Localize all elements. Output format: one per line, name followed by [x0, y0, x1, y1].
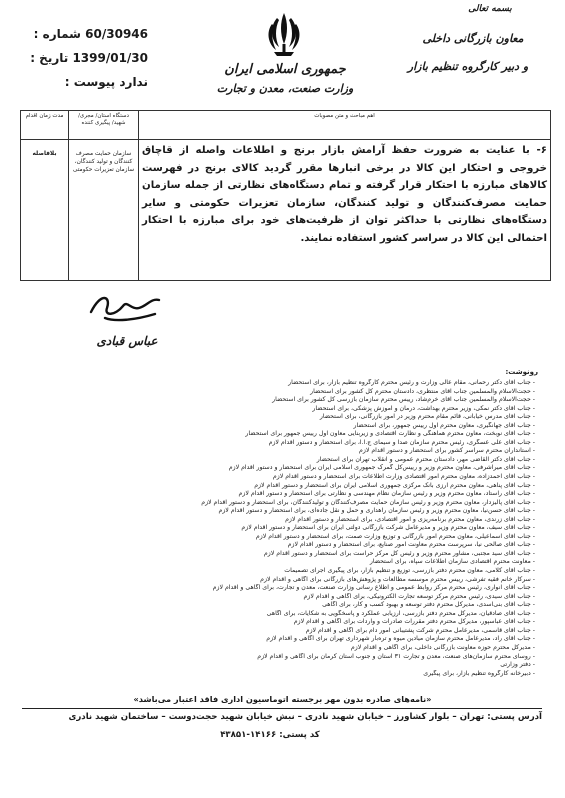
- row-agency: سازمان حمایت مصرف کنندگان و تولید کنندگان، سازمان تعزیرات حکومتی: [69, 140, 139, 281]
- resolution-table: [20, 110, 551, 281]
- letter-date: [28, 51, 148, 65]
- cc-list-item: - جناب آقای احمدزاده، معاون محترم امور اقتصادی وزارت اطلاعات برای استحضار و دستور اقدام لازم: [272, 473, 535, 481]
- cc-list: [60, 379, 535, 678]
- row-deadline: بلافاصله: [21, 140, 69, 281]
- cc-list-item: - جناب آقای پناهی، معاون محترم ارزی بانک مرکزی جمهوری اسلامی ایران برای استحضار و دستور اقدام لازم: [254, 481, 535, 489]
- postal-code: کد پستی: ۱۴۱۶۶-۴۳۸۵۱: [220, 730, 320, 740]
- cc-list-item: - جناب آقای دکتر نمکی، وزیر محترم بهداشت، درمان و آموزش پزشکی، برای استحضار: [312, 404, 535, 412]
- letter-attachment: [28, 75, 148, 89]
- validity-notice: «نامه‌های صادره بدون مهر برجسته اتوماسیون اداری فاقد اعتبار می‌باشد»: [133, 694, 432, 704]
- cc-list-item: - حجت‌الاسلام والمسلمین جناب آقای منتظری، دادستان محترم کل کشور برای استحضار: [310, 387, 535, 395]
- cc-list-item: - جناب آقای دکتر القاضی مهر، دادستان محترم عمومی و انقلاب تهران برای استحضار: [316, 455, 535, 463]
- cc-list-item: - جناب آقای صالحی نیا، سرپرست محترم معاونت امور صنایع، برای استحضار و دستور اقدام لازم: [287, 541, 535, 549]
- letter-date-value: 1399/01/30: [72, 51, 148, 65]
- cc-list-item: - جناب آقای مدرس خیابانی، قائم مقام محترم وزیر در امور بازرگانی، برای استحضار: [319, 413, 535, 421]
- invocation-text: بسمه تعالی: [468, 4, 512, 14]
- signature-graphic: [85, 286, 165, 326]
- cc-list-item: - دبیرخانه کارگروه تنظیم بازار، برای پیگیری: [423, 669, 535, 677]
- cc-list-item: - جناب آقای راستاد، معاون محترم وزیر و رئیس سازمان نظام مهندسی و نظارتی برای استحضار و دستور اقدام لازم: [238, 490, 535, 498]
- letter-number: [28, 27, 148, 41]
- cc-list-item: - حجت‌الاسلام والمسلمین جناب آقای خرم‌شاد، رییس محترم سازمان بازرسی کل کشور برای استحضار: [272, 396, 535, 404]
- ministry-title: وزارت صنعت، معدن و تجارت: [216, 82, 354, 95]
- header-resolution: اهم مباحث و متن مصوبات: [139, 111, 551, 140]
- cc-list-item: - جناب آقای جهانگیری، معاون محترم اول رییس جمهور، برای استحضار: [353, 421, 535, 429]
- cc-list-item: - جناب آقای قاسمی، مدیرعامل محترم شرکت پشتیبانی امور دام برای آگاهی و اقدام لازم: [305, 626, 535, 634]
- republic-title: جمهوری اسلامی ایران: [224, 62, 346, 77]
- postal-address: آدرس پستی: تهران – بلوار کشاورز – خیابان شهید نادری – نبش خیابان شهید حجت‌دوست – ساختمان شهید نادری: [68, 712, 542, 722]
- cc-list-item: - معاونت محترم اقتصادی سازمان اطلاعات سپاه، برای استحضار: [369, 558, 535, 566]
- footer-divider: [22, 708, 542, 709]
- cc-title: رونوشت:: [505, 368, 538, 376]
- cc-list-item: - جناب آقای سیدی، رئیس محترم مرکز توسعه تجارت الکترونیکی، برای آگاهی و اقدام لازم: [303, 592, 535, 600]
- cc-list-item: - جناب آقای عباسپور، مدیرکل محترم دفتر مقررات صادرات و واردات برای آگاهی و اقدام لازم: [293, 618, 535, 626]
- cc-list-item: - مدیرکل محترم حوزه معاونت بازرگانی داخلی، برای آگاهی و اقدام لازم: [350, 643, 535, 651]
- cc-list-item: - جناب آقای صادقیان، مدیرکل محترم دفتر بازرسی، ارزیابی عملکرد و پاسخگویی به شکایات، برای آگاهی: [266, 609, 535, 617]
- cc-list-item: - جناب آقای سید مجتبی، مشاور محترم وزیر و رئیس کل مرکز حراست برای استحضار و دستور اقدام لازم: [263, 549, 535, 557]
- cc-list-item: - جناب آقای میرآشرفی، معاون محترم وزیر و رییس‌کل گمرک جمهوری اسلامی ایران برای استحضار و دستور اقدام لازم: [228, 464, 535, 472]
- signatory-name: عباس قبادی: [96, 334, 158, 348]
- cc-list-item: - جناب آقای علی عسگری، رئیس محترم سازمان صدا و سیمای ج.ا.ا، برای استحضار و دستور اقدام لازم: [268, 438, 535, 446]
- header-deadline: مدت زمان اقدام: [21, 111, 69, 140]
- row-resolution-text: ۶- با عنایت به ضرورت حفظ آرامش بازار برنج و اطلاعات واصله از قاچاق خروجی و احتکار این کالا در برخی انبارها مقرر گردید کالای برنج در فهرست کالاهای مبارزه با احتکار قرار گرفته و تمام دستگاه‌های نظارتی از جمله سازمان حمایت مصرف‌کنندگان و تولید کنندگان، سازمان تعزیرات حکومتی و سایر دستگاه‌های نظارتی با حداکثر توان از ظرفیت‌های خود برای مبارزه با احتکار احتمالی این کالا در سراسر کشور استفاده نمایند.: [139, 140, 551, 281]
- cc-list-item: - جناب آقای انواری، رئیس محترم مرکز روابط عمومی و اطلاع رسانی وزارت صنعت، معدن و تجارت، برای آگاهی و اقدام لازم: [212, 584, 535, 592]
- letter-date-label: تاریخ :: [30, 51, 69, 65]
- cc-list-item: - استانداران محترم سراسر کشور برای استحضار و دستور اقدام لازم: [359, 447, 535, 455]
- cc-list-item: - جناب آقای اسماعیلی، معاون محترم امور بازرگانی و توزیع وزارت صمت، برای استحضار و دستور اقدام لازم: [255, 532, 535, 540]
- cc-list-item: - روسای محترم سازمان‌های صنعت، معدن و تجارت ۳۱ استان و جنوب استان کرمان برای آگاهی و اقدام لازم: [257, 652, 535, 660]
- cc-list-item: - جناب آقای پالیزدار، معاون محترم وزیر و رئیس سازمان حمایت مصرف‌کنندگان و تولیدکنندگان، برای استحضار و دستور اقدام لازم: [201, 498, 535, 506]
- header-agency: دستگاه استان/ مجری/ شهید/ پیگیری کننده: [69, 111, 139, 140]
- cc-list-item: - جناب آقای راد، مدیرعامل محترم سازمان میادین میوه و تره‌بار شهرداری تهران برای آگاهی و اقدام لازم: [266, 635, 535, 643]
- deputy-secretary-title: و دبیر کارگروه تنظیم بازار: [407, 60, 529, 73]
- cc-list-item: - جناب آقای زرندی، معاون محترم برنامه‌ریزی و امور اقتصادی، برای استحضار و دستور اقدام لازم: [285, 515, 535, 523]
- iran-emblem-icon: [266, 10, 302, 60]
- table-header-row: [21, 111, 551, 140]
- cc-list-item: - جناب آقای کلامی، معاون محترم دفتر بازرسی، توزیع و تنظیم بازار، برای پیگیری اجرای تصمیمات: [284, 567, 535, 575]
- cc-list-item: - دفتر وزارتی: [500, 661, 535, 669]
- cc-list-item: - جناب آقای حسن‌نیا، معاون محترم وزیر و رئیس سازمان راهداری و حمل و نقل جاده‌ای، برای استحضار و دستور اقدام لازم: [218, 507, 535, 515]
- cc-list-item: - جناب آقای دکتر رحمانی، مقام عالی وزارت و رئیس محترم کارگروه تنظیم بازار، برای استحضار: [288, 379, 535, 386]
- letter-attachment-label: پیوست :: [64, 75, 116, 89]
- table-row: [21, 140, 551, 281]
- cc-list-item: - جناب آقای نوبخت، معاون محترم هماهنگی و نظارت اقتصادی و زیربنایی معاون اول رییس جمهور برای استحضار: [245, 430, 535, 438]
- letter-attachment-value: ندارد: [119, 75, 148, 89]
- cc-list-item: - جناب آقای سیف، معاون محترم وزیر و مدیرعامل شرکت بازرگانی دولتی ایران برای استحضار و دستور اقدام لازم: [241, 524, 535, 532]
- cc-list-item: - سرکار خانم فقیه تفرشی، رییس محترم موسسه مطالعات و پژوهش‌های بازرگانی برای آگاهی و اقدام لازم: [260, 575, 535, 583]
- letter-number-value: 60/30946: [85, 27, 148, 41]
- cc-list-item: - جناب آقای بنی‌اسدی، مدیرکل محترم دفتر توسعه و بهبود کسب و کار، برای آگاهی: [322, 601, 535, 609]
- deputy-title: معاون بازرگانی داخلی: [422, 32, 524, 45]
- letter-number-label: شماره :: [33, 27, 81, 41]
